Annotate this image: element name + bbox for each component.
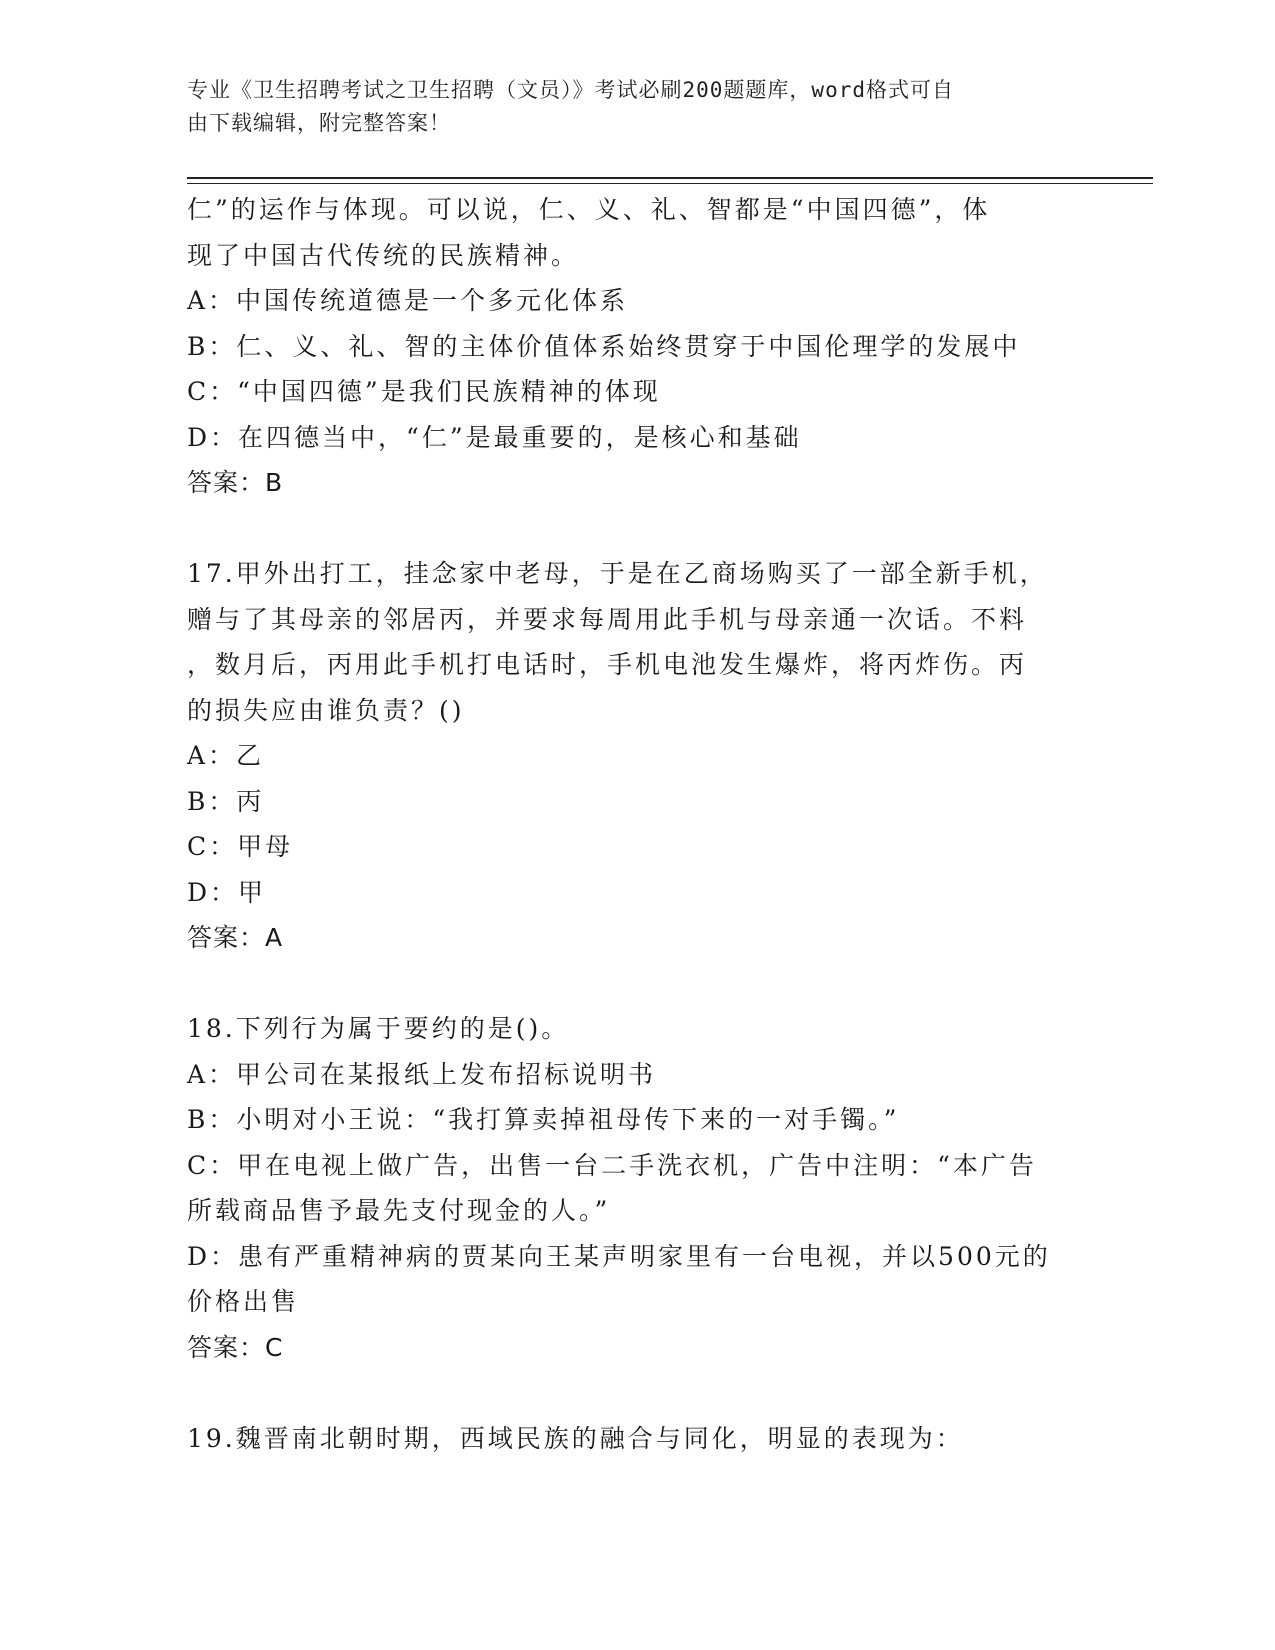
question-text: 赠与了其母亲的邻居丙，并要求每周用此手机与母亲通一次话。不料 bbox=[187, 604, 1028, 634]
option-b: B：丙 bbox=[187, 786, 265, 816]
question-text: ，数月后，丙用此手机打电话时，手机电池发生爆炸，将丙炸伤。丙 bbox=[187, 650, 1028, 679]
option-c: C：甲在电视上做广告，出售一台二手洗衣机，广告中注明：“本广告 bbox=[187, 1150, 1037, 1180]
question-text: 18.下列行为属于要约的是()。 bbox=[187, 1014, 570, 1043]
option-c-cont: 所载商品售予最先支付现金的人。” bbox=[187, 1196, 611, 1225]
spacer bbox=[187, 506, 1087, 552]
option-a: A：中国传统道德是一个多元化体系 bbox=[187, 286, 629, 315]
question-19 bbox=[187, 1416, 1087, 1462]
spacer bbox=[187, 1370, 1087, 1416]
question-text: 19.魏晋南北朝时期，西域民族的融合与同化，明显的表现为： bbox=[187, 1423, 964, 1453]
option-d: D：患有严重精神病的贾某向王某声明家里有一台电视，并以500元的 bbox=[187, 1241, 1051, 1271]
option-d: D：在四德当中，“仁”是最重要的，是核心和基础 bbox=[187, 422, 802, 452]
question-text: 的损失应由谁负责？() bbox=[187, 695, 465, 725]
question-text: 现了中国古代传统的民族精神。 bbox=[187, 240, 580, 270]
document-body bbox=[187, 187, 1087, 1461]
answer: 答案：B bbox=[187, 468, 284, 497]
option-a: A：甲公司在某报纸上发布招标说明书 bbox=[187, 1059, 657, 1089]
header-line: 专业《卫生招聘考试之卫生招聘（文员）》考试必刷200题题库，word格式可自 bbox=[187, 78, 954, 102]
question-text: 17.甲外出打工，挂念家中老母，于是在乙商场购买了一部全新手机， bbox=[187, 559, 1048, 588]
header-divider-thin bbox=[187, 183, 1153, 184]
option-b: B：仁、义、礼、智的主体价值体系始终贯穿于中国伦理学的发展中 bbox=[187, 331, 1021, 361]
page-header bbox=[187, 74, 1067, 140]
question-18 bbox=[187, 1006, 1087, 1370]
option-d-cont: 价格出售 bbox=[187, 1287, 300, 1316]
header-line: 由下载编辑，附完整答案！ bbox=[187, 111, 451, 135]
answer: 答案：C bbox=[187, 1332, 284, 1362]
question-16 bbox=[187, 187, 1087, 506]
option-c: C：甲母 bbox=[187, 832, 294, 861]
question-17 bbox=[187, 551, 1087, 961]
option-b: B：小明对小王说：“我打算卖掉祖母传下来的一对手镯。” bbox=[187, 1105, 900, 1134]
option-a: A：乙 bbox=[187, 741, 265, 770]
header-divider bbox=[187, 177, 1153, 179]
spacer bbox=[187, 961, 1087, 1007]
option-d: D：甲 bbox=[187, 877, 267, 907]
option-c: C：“中国四德”是我们民族精神的体现 bbox=[187, 377, 661, 406]
answer: 答案：A bbox=[187, 923, 284, 952]
question-text: 仁”的运作与体现。可以说，仁、义、礼、智都是“中国四德”，体 bbox=[187, 195, 991, 224]
